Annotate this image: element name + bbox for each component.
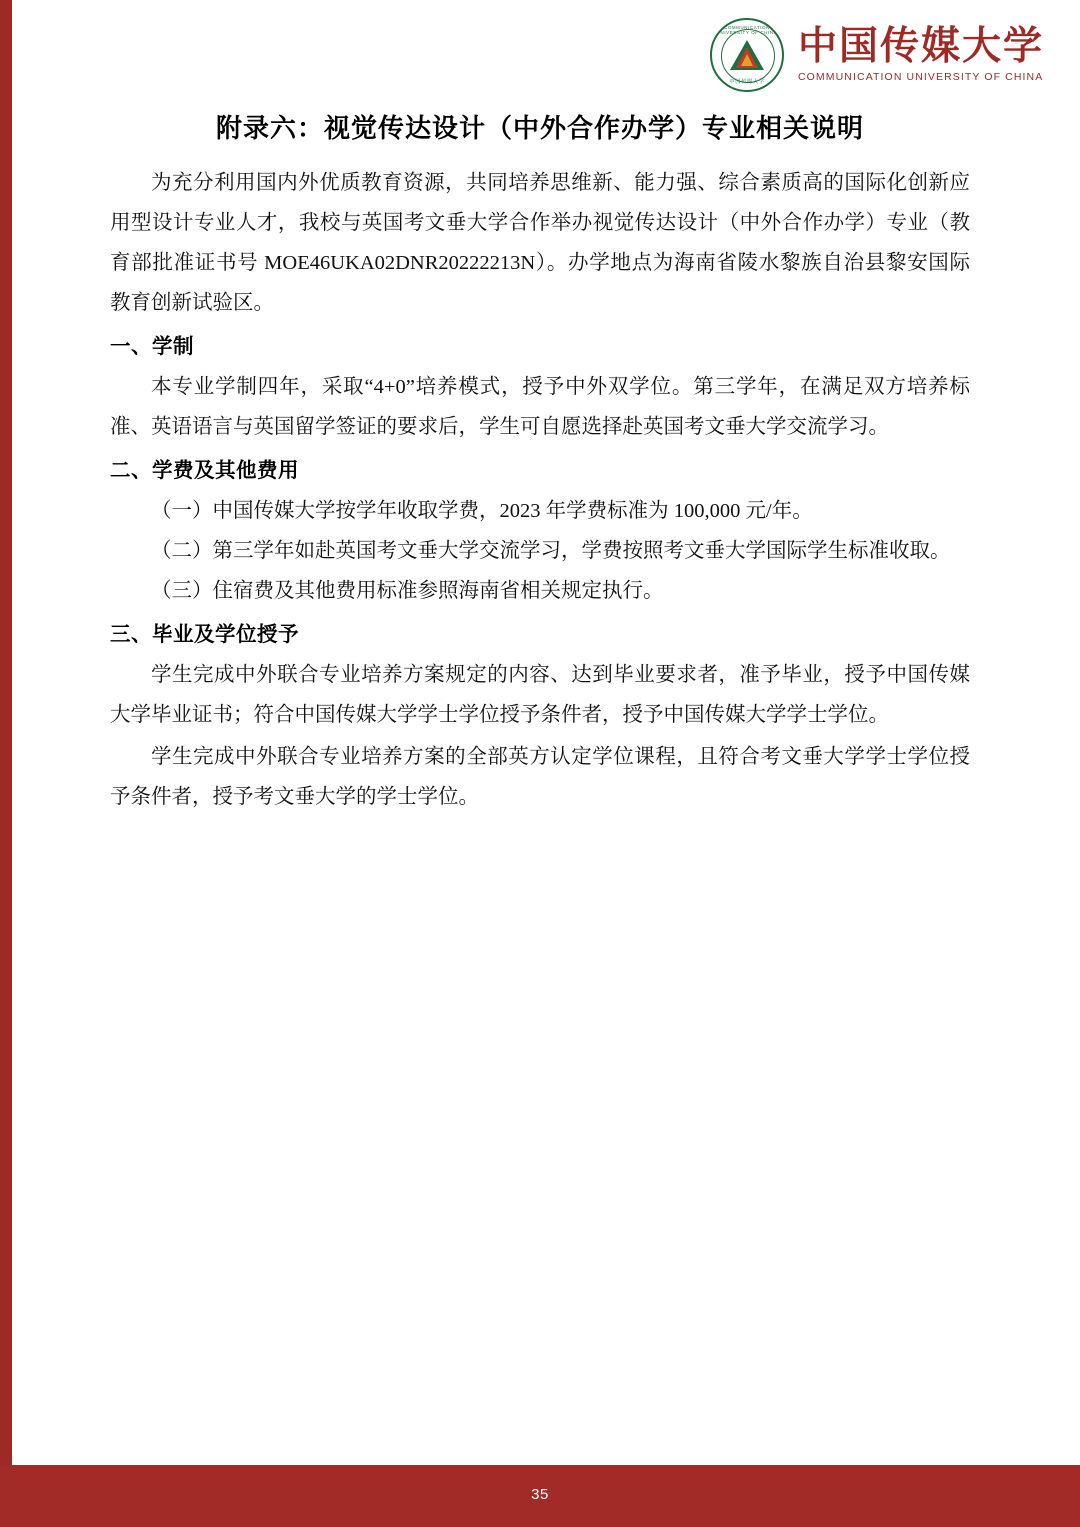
- left-accent-bar: [0, 0, 12, 1527]
- logo-chinese-name: 中国传媒大学: [797, 25, 1044, 69]
- section-2-item-3: （三）住宿费及其他费用标准参照海南省相关规定执行。: [151, 580, 664, 602]
- section-3-paragraph-2: 学生完成中外联合专业培养方案的全部英方认定学位课程，且符合考文垂大学学士学位授予条件者，授予考文垂大学的学士学位。: [110, 746, 970, 808]
- section-heading-3: 三、毕业及学位授予: [110, 624, 299, 646]
- section-1-paragraph-1: 本专业学制四年，采取“4+0”培养模式，授予中外双学位。第三学年，在满足双方培养标准、英语语言与英国留学签证的要求后，学生可自愿选择赴英国考文垂大学交流学习。: [110, 376, 970, 438]
- seal-ring-bottom-text: 中国传媒大学: [729, 79, 765, 85]
- seal-ring-top-text: COMMUNICATION UNIVERSITY OF CHINA: [716, 25, 778, 35]
- section-3-paragraph-1: 学生完成中外联合专业培养方案规定的内容、达到毕业要求者，准予毕业，授予中国传媒大学毕业证书；符合中国传媒大学学士学位授予条件者，授予中国传媒大学学士学位。: [110, 664, 970, 726]
- university-logo-header: [710, 18, 1044, 92]
- page-footer-bar: [0, 1465, 1080, 1527]
- university-seal-icon: [710, 18, 784, 92]
- page-title: 附录六：视觉传达设计（中外合作办学）专业相关说明: [215, 114, 864, 143]
- document-body: [110, 100, 970, 819]
- section-heading-2: 二、学费及其他费用: [110, 460, 299, 482]
- intro-paragraph: 为充分利用国内外优质教育资源，共同培养思维新、能力强、综合素质高的国际化创新应用型设计专业人才，我校与英国考文垂大学合作举办视觉传达设计（中外合作办学）专业（教育部批准证书号 MOE46UKA02DNR20222213N）。办学地点为海南省陵水黎族自治县黎安国际教育创新试验区。: [110, 172, 970, 314]
- section-heading-1: 一、学制: [110, 336, 194, 358]
- logo-wordmark: [798, 27, 1044, 83]
- section-2-item-1: （一）中国传媒大学按学年收取学费，2023 年学费标准为 100,000 元/年。: [151, 500, 813, 522]
- logo-english-name: COMMUNICATION UNIVERSITY OF CHINA: [797, 70, 1044, 83]
- page-number: 35: [531, 1486, 549, 1503]
- section-2-item-2: （二）第三学年如赴英国考文垂大学交流学习，学费按照考文垂大学国际学生标准收取。: [151, 540, 951, 562]
- seal-triangle-gold: [741, 54, 753, 66]
